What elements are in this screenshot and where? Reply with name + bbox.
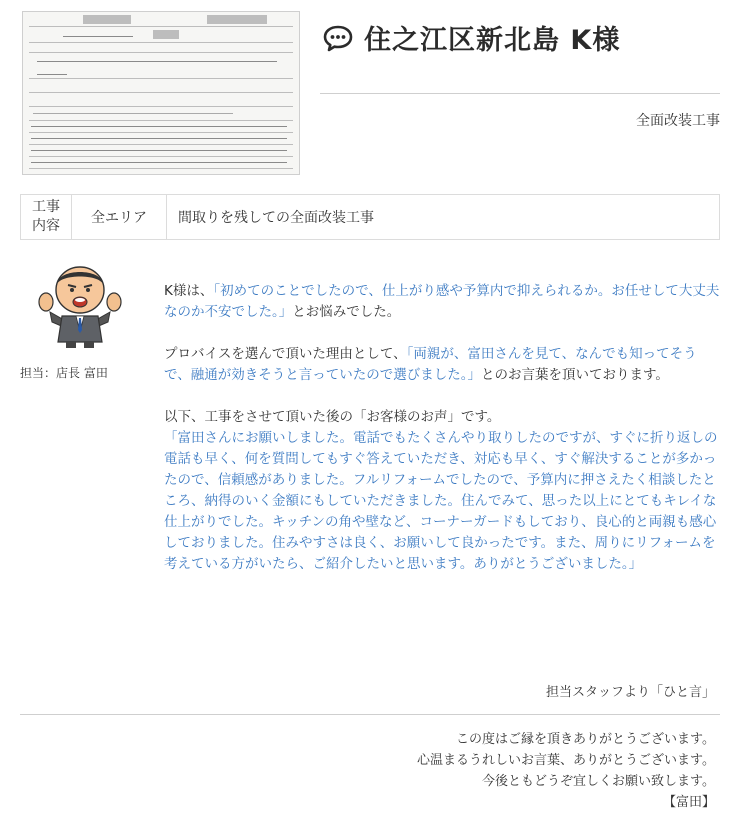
closing-line-1: この度はご縁を頂きありがとうございます。 [456,732,715,747]
project-type: 全面改装工事 [636,113,720,129]
questionnaire-scan-image [22,11,300,175]
work-area: 全エリア [91,210,147,226]
work-label-cell [21,195,72,239]
testimonial-body [164,281,720,596]
work-area-cell [72,195,167,239]
p1-suffix: とお悩みでした。 [292,304,401,320]
speech-bubble-icon [322,22,354,54]
p2-prefix: プロバイスを選んで頂いた理由として、 [164,346,407,362]
title-divider [320,93,720,94]
p3-quote: 「富田さんにお願いしました。電話でもたくさんやり取りしたのですが、すぐに折り返しの電話も早く、何を質問してもすぐ答えていただき、対応も早く、すぐ解決することが多かったので、信頼感がありました。フルリフォームでしたので、予算内に押さえたく相談したところ、納得のいく金額にもしていただきました。住んでみて、思った以上にとてもキレイな仕上がりでした。キッチンの角や壁など、コーナーガードもしており、良心的と両親も感心しておりました。住みやすさは良く、お願いして良かったです。また、周りにリフォームを考えている方がいたら、ご紹介したいと思います。ありがとうございました。」 [164,430,718,572]
p1-quote: 「初めてのことでしたので、仕上がり感や予算内で抑えられるか。お任せして大丈夫なのか不安でした。」 [164,283,720,320]
work-description: 間取りを残しての全面改装工事 [178,210,374,226]
staff-note-heading: 担当スタッフより「ひと言」 [545,685,715,700]
work-description-cell [167,195,719,239]
page-title [322,18,620,57]
paragraph-reason [164,344,720,386]
staff-block [20,258,140,381]
closing-signature: 【富田】 [662,795,715,810]
work-label: 工事 内容 [32,199,60,234]
p2-quote: 「両親が、富田さんを見て、なんでも知ってそうで、融通が効きそうと言っていたので選びました。」 [164,346,697,383]
staff-mascot-image [32,258,128,350]
page-title-text: 住之江区新北島 K様 [364,25,621,56]
closing-line-2: 心温まるうれしいお言葉、ありがとうございます。 [417,753,715,768]
paragraph-voice [164,407,720,575]
staff-note-divider [20,714,720,715]
paragraph-concern [164,281,720,323]
staff-name: 担当：店長 富田 [20,366,108,380]
closing-message [417,729,715,813]
work-details-table [20,194,720,240]
p2-suffix: とのお言葉を頂いております。 [480,367,669,383]
closing-line-3: 今後ともどうぞ宜しくお願い致します。 [482,774,715,789]
p1-prefix: K様は、 [164,283,214,299]
p3-intro: 以下、工事をさせて頂いた後の「お客様のお声」です。 [164,409,501,425]
